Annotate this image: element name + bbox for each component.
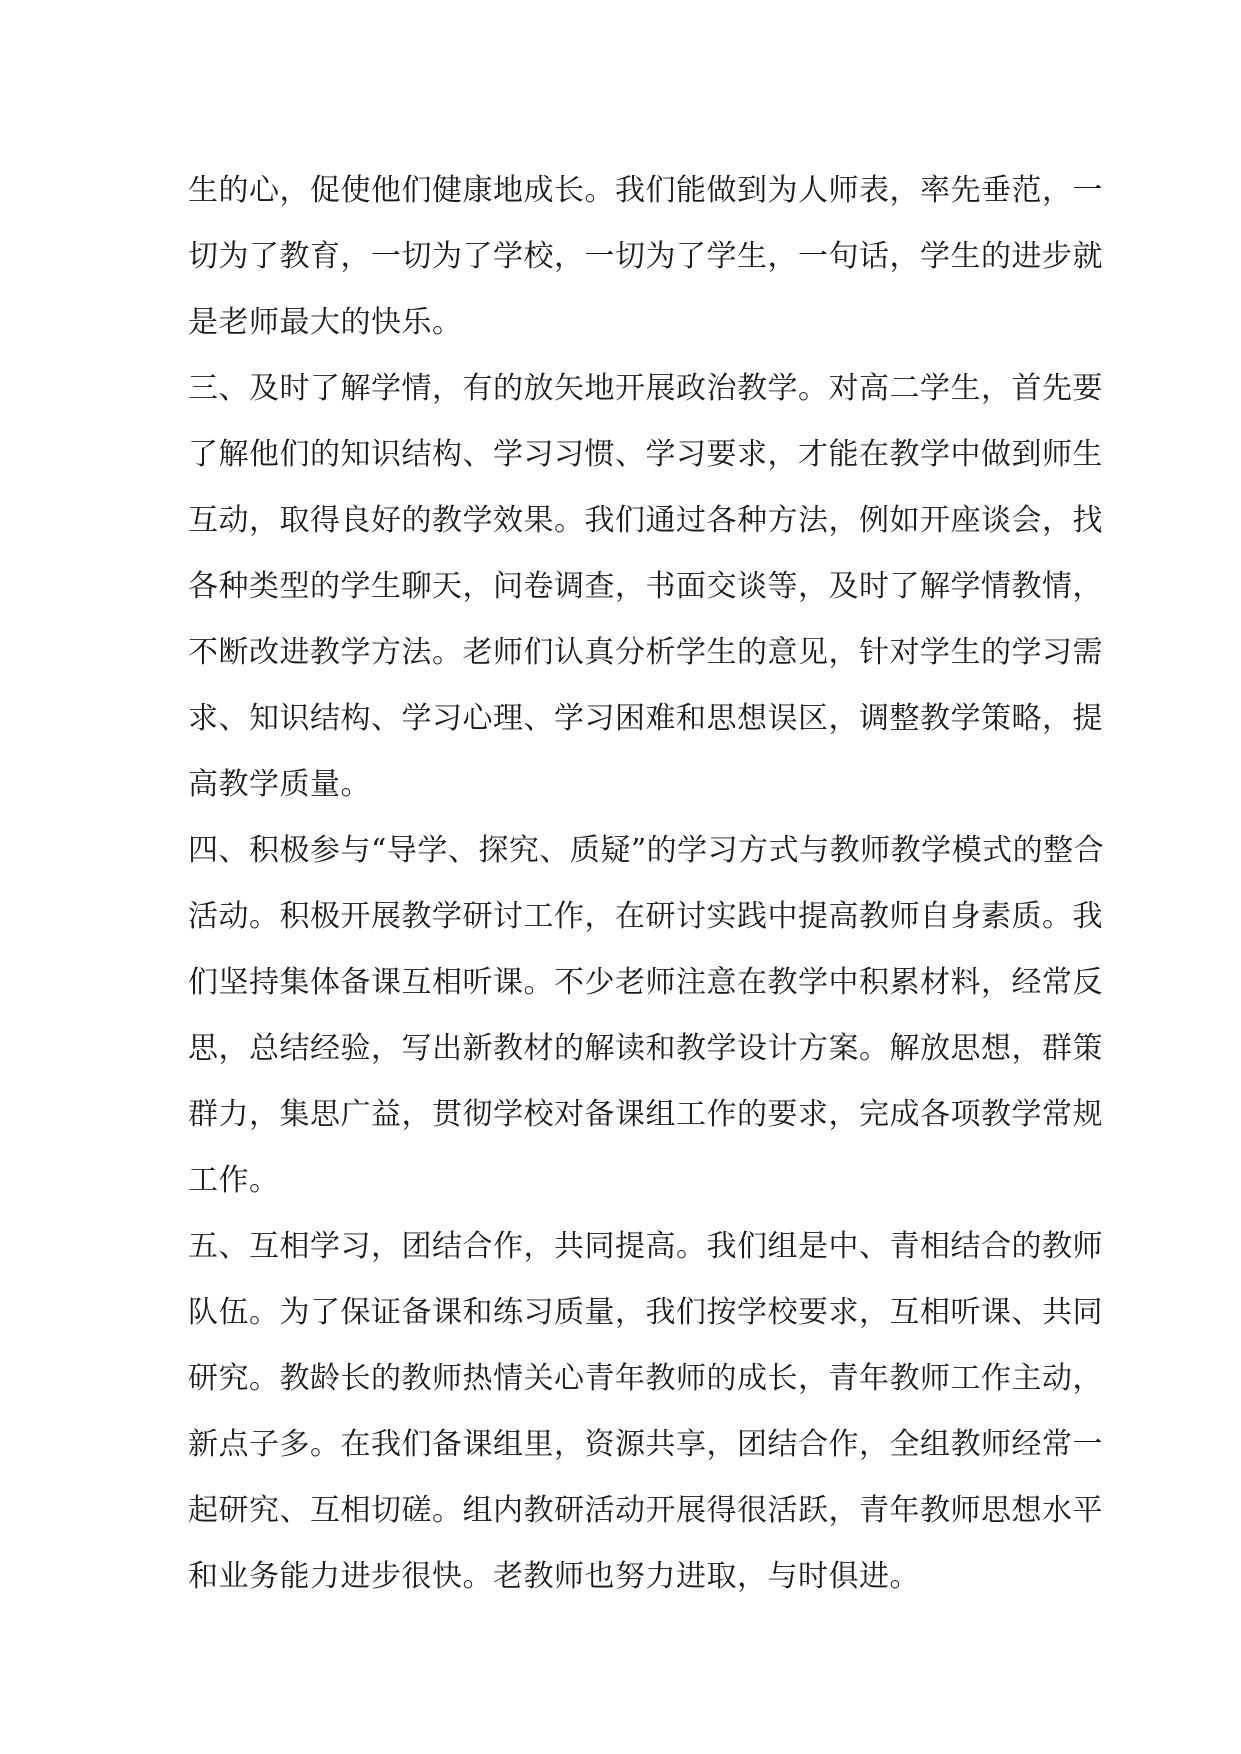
text-line: 五、互相学习，团结合作，共同提高。我们组是中、青相结合的教师 bbox=[188, 1229, 1103, 1264]
text-line: 和业务能力进步很快。老教师也努力进取，与时俱进。 bbox=[188, 1559, 920, 1594]
text-line: 生的心，促使他们健康地成长。我们能做到为人师表，率先垂范，一 bbox=[188, 173, 1103, 208]
text-line: 不断改进教学方法。老师们认真分析学生的意见，针对学生的学习需 bbox=[188, 635, 1103, 670]
text-line: 新点子多。在我们备课组里，资源共享，团结合作，全组教师经常一 bbox=[188, 1427, 1103, 1462]
text-line: 群力，集思广益，贯彻学校对备课组工作的要求，完成各项教学常规 bbox=[188, 1097, 1103, 1132]
text-line: 求、知识结构、学习心理、学习困难和思想误区，调整教学策略，提 bbox=[188, 701, 1103, 736]
text-line: 思，总结经验，写出新教材的解读和教学设计方案。解放思想，群策 bbox=[188, 1031, 1103, 1066]
text-line: 工作。 bbox=[188, 1163, 280, 1198]
text-line: 了解他们的知识结构、学习习惯、学习要求，才能在教学中做到师生 bbox=[188, 437, 1103, 472]
text-line: 高教学质量。 bbox=[188, 767, 371, 802]
text-line: 队伍。为了保证备课和练习质量，我们按学校要求，互相听课、共同 bbox=[188, 1295, 1103, 1330]
text-line: 互动，取得良好的教学效果。我们通过各种方法，例如开座谈会，找 bbox=[188, 503, 1103, 538]
text-line: 三、及时了解学情，有的放矢地开展政治教学。对高二学生，首先要 bbox=[188, 371, 1103, 406]
text-line: 是老师最大的快乐。 bbox=[188, 305, 463, 340]
text-line: 研究。教龄长的教师热情关心青年教师的成长，青年教师工作主动， bbox=[188, 1361, 1103, 1396]
text-line: 切为了教育，一切为了学校，一切为了学生，一句话，学生的进步就 bbox=[188, 239, 1103, 274]
body-text bbox=[188, 158, 1105, 1610]
text-line: 活动。积极开展教学研讨工作，在研讨实践中提高教师自身素质。我 bbox=[188, 899, 1103, 934]
text-line: 起研究、互相切磋。组内教研活动开展得很活跃，青年教师思想水平 bbox=[188, 1493, 1103, 1528]
text-line: 各种类型的学生聊天，问卷调查，书面交谈等，及时了解学情教情， bbox=[188, 569, 1103, 604]
text-line: 们坚持集体备课互相听课。不少老师注意在教学中积累材料，经常反 bbox=[188, 965, 1103, 1000]
text-line: 四、积极参与“导学、探究、质疑”的学习方式与教师教学模式的整合 bbox=[188, 833, 1105, 868]
